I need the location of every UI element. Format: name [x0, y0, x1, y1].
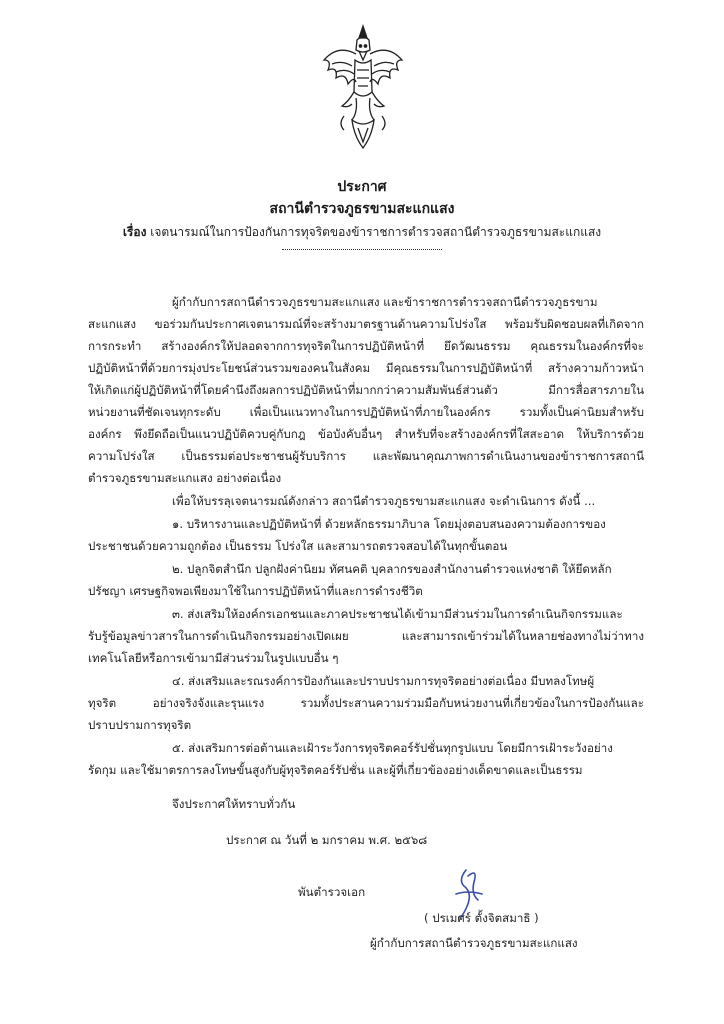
list-item-line: รัดกุม และใช้มาตรการลงโทษขั้นสูงกับผู้ทุจริตคอร์รัปชั่น และผู้ที่เกี่ยวข้องอย่างเด็ดขาดและเป็นธรรม — [88, 763, 583, 777]
list-item-line: ๓. ส่งเสริมให้องค์กรเอกชนและภาคประชาชนได้เข้ามามีส่วนร่วมในการดำเนินกิจกรรมและ — [172, 607, 623, 621]
list-item-line: ๒. ปลูกจิตสำนึก ปลูกฝังค่านิยม ทัศนคติ บุคลากรของสำนักงานตำรวจแห่งชาติ ให้ยึดหลัก — [172, 562, 612, 576]
paragraph-line: องค์กร พึงยึดถือเป็นแนวปฏิบัติควบคู่กับกฎ ข้อบังคับอื่นๆ สำหรับที่จะสร้างองค์กรที่ใสสะอาด ให้บริการด้วย — [88, 427, 644, 441]
paragraph-line: ปฏิบัติหน้าที่ด้วยการมุ่งประโยชน์ส่วนรวมของคนในสังคม มีคุณธรรมในการปฏิบัติหน้าที่ สร้างความก้าวหน้า — [88, 361, 644, 375]
paragraph-line: ตำรวจภูธรขามสะแกแสง อย่างต่อเนื่อง — [88, 471, 282, 485]
list-item-line: ๕. ส่งเสริมการต่อต้านและเฝ้าระวังการทุจริตคอร์รัปชั่นทุกรูปแบบ โดยมีการเฝ้าระวังอย่าง — [172, 741, 613, 755]
paragraph-line: สะแกแสง ขอร่วมกันประกาศเจตนารมณ์ที่จะสร้างมาตรฐานด้านความโปร่งใส พร้อมรับผิดชอบผลที่เกิดจาก — [88, 317, 644, 331]
paragraph-line: การกระทำ สร้างองค์กรให้ปลอดจากการทุจริตในการปฏิบัติหน้าที่ ยึดวัฒนธรรม คุณธรรมในองค์กรที่จะ — [88, 339, 644, 353]
paragraph-line: ความโปร่งใส เป็นธรรมต่อประชาชนผู้รับบริการ และพัฒนาคุณภาพการดำเนินงานของข้าราชการสถานี — [88, 449, 644, 463]
dotted-divider — [282, 249, 442, 250]
list-item-line: ทุจริต อย่างจริงจังและรุนแรง รวมทั้งประสานความร่วมมือกับหน่วยงานที่เกี่ยวข้องในการป้องกันและ — [88, 696, 644, 710]
list-item-line: ๑. บริหารงานและปฏิบัติหน้าที่ ด้วยหลักธรรมาภิบาล โดยมุ่งตอบสนองความต้องการของ — [172, 517, 606, 531]
agency-name: สถานีตำรวจภูธรขามสะแกแสง — [269, 201, 455, 217]
signer-name: ( ปรเมศร์ ตั้งจิตสมาธิ ) — [424, 911, 539, 925]
paragraph-line: ให้เกิดแก่ผู้ปฏิบัติหน้าที่โดยคำนึงถึงผลการปฏิบัติหน้าที่มากกว่าความสัมพันธ์ส่วนตัว มีการสื่อสารภายใน — [88, 383, 644, 397]
paragraph-line: ผู้กำกับการสถานีตำรวจภูธรขามสะแกแสง และข้าราชการตำรวจสถานีตำรวจภูธรขาม — [172, 295, 598, 309]
paragraph-line: หน่วยงานที่ชัดเจนทุกระดับ เพื่อเป็นแนวทางในการปฏิบัติหน้าที่ภายในองค์กร รวมทั้งเป็นค่านิยมสำหรับ — [88, 405, 644, 419]
closing-line: จึงประกาศให้ทราบทั่วกัน — [172, 797, 296, 811]
list-item-line: ประชาชนด้วยความถูกต้อง เป็นธรรม โปร่งใส และสามารถตรวจสอบได้ในทุกขั้นตอน — [88, 539, 508, 553]
list-item-line: เทคโนโลยีหรือการเข้ามามีส่วนร่วมในรูปแบบอื่น ๆ — [88, 651, 339, 665]
date-line: ประกาศ ณ วันที่ ๒ มกราคม พ.ศ. ๒๕๖๘ — [226, 833, 428, 847]
document-title: ประกาศ — [337, 179, 387, 195]
intro-line: เพื่อให้บรรลุเจตนารมณ์ดังกล่าว สถานีตำรวจภูธรขามสะแกแสง จะดำเนินการ ดังนี้ ... — [172, 494, 596, 508]
subject-text: เจตนารมณ์ในการป้องกันการทุจริตของข้าราชการตำรวจสถานีตำรวจภูธรขามสะแกแสง — [150, 225, 602, 239]
subject-label: เรื่อง — [122, 225, 147, 239]
signer-rank: พันตำรวจเอก — [298, 885, 366, 899]
garuda-emblem-icon — [318, 20, 408, 160]
signer-position: ผู้กำกับการสถานีตำรวจภูธรขามสะแกแสง — [370, 936, 578, 950]
list-item-line: ปรัชญา เศรษฐกิจพอเพียงมาใช้ในการปฏิบัติหน้าที่และการดำรงชีวิต — [88, 584, 423, 598]
subject-line — [0, 223, 724, 242]
list-item-line: รับรู้ข้อมูลข่าวสารในการดำเนินกิจกรรมอย่างเปิดเผย และสามารถเข้าร่วมได้ในหลายช่องทางไม่ว่าทาง — [88, 629, 644, 643]
list-item-line: ๔. ส่งเสริมและรณรงค์การป้องกันและปราบปรามการทุจริตอย่างต่อเนื่อง มีบทลงโทษผู้ — [172, 674, 595, 688]
list-item-line: ปราบปรามการทุจริต — [88, 718, 192, 732]
